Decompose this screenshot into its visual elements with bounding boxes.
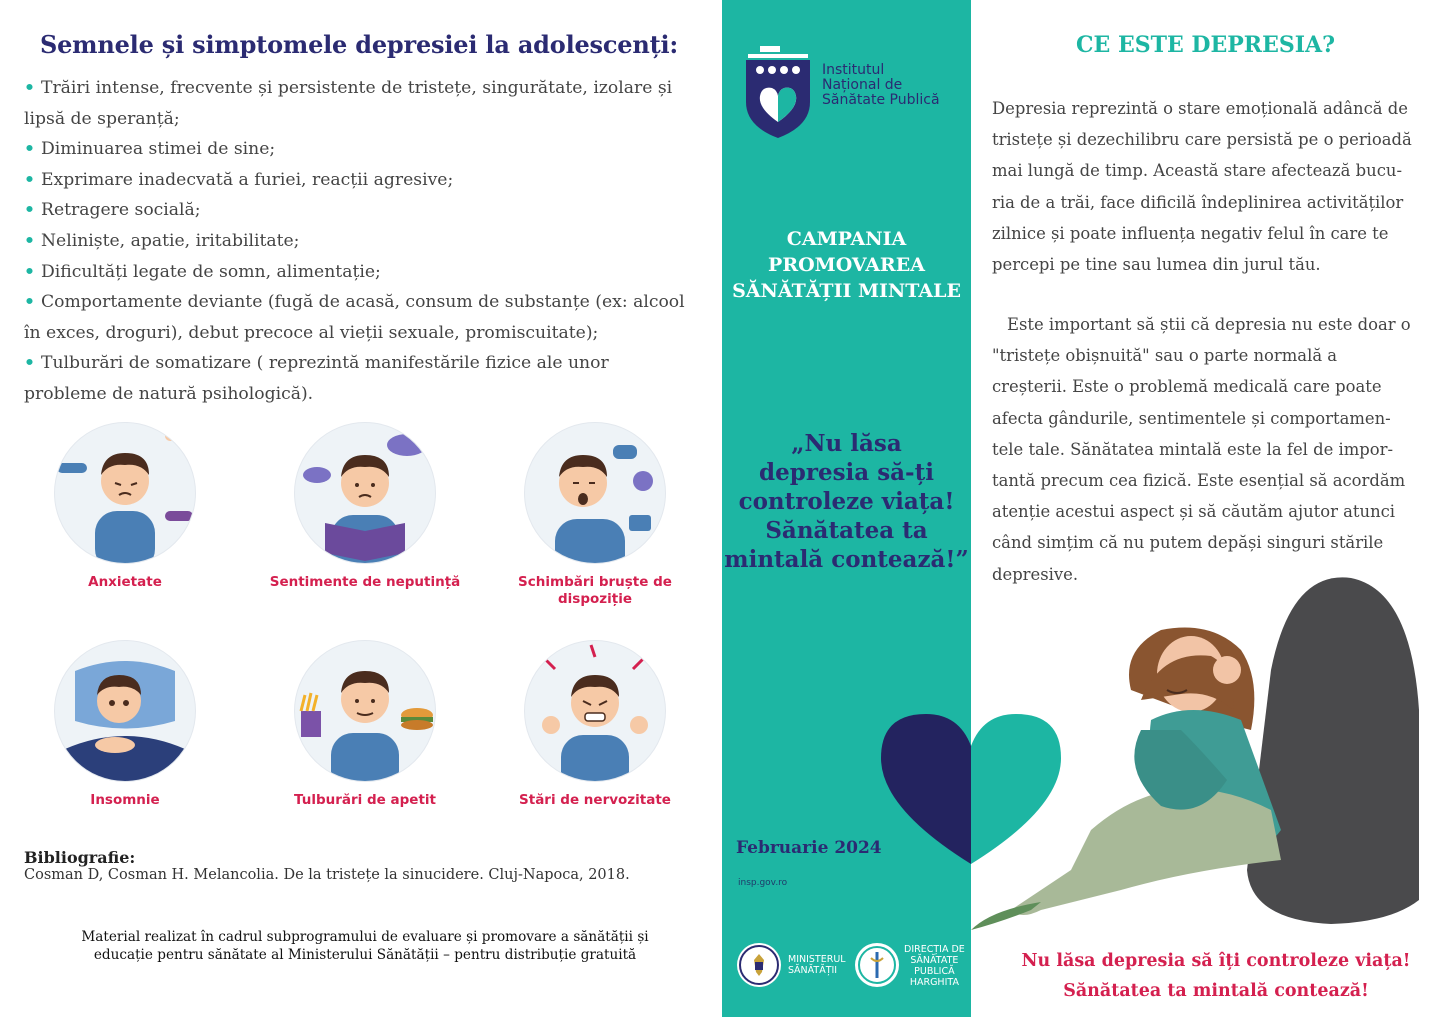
symptoms-title: Semnele și simptomele depresiei la adolescenți: [39, 30, 679, 59]
right-panel [971, 0, 1440, 1017]
bibliography [24, 848, 630, 883]
bullet-icon: • [24, 78, 35, 98]
material-note: Material realizat în cadrul subprogramului de evaluare și promovare a sănătății și educație pentru sănătate al Ministerului Sănătății – pentru distribuție gratuită [81, 929, 649, 963]
list-item: • Trăiri intense, frecvente și persistente de tristețe, singurătate, izolare și lipsă de speranță; [24, 78, 673, 129]
list-item: • Retragere socială; [24, 200, 201, 221]
icon-label: Sentimente de neputință [269, 574, 461, 590]
list-item: • Tulburări de somatizare ( reprezintă manifestările fizice ale unor probleme de natură psihologică). [24, 353, 609, 404]
mood-swings-icon [524, 422, 666, 564]
list-item: • Dificultăți legate de somn, alimentație; [24, 261, 381, 282]
government-seal-icon [736, 942, 782, 988]
insp-shield-icon [744, 46, 812, 140]
list-item: • Neliniște, apatie, iritabilitate; [24, 230, 300, 251]
symptom-card-mood-swings [490, 422, 700, 608]
insomnia-icon [54, 640, 196, 782]
icon-label: Schimbări bruște de dispoziție [518, 574, 672, 607]
campaign-date: Februarie 2024 [736, 838, 882, 858]
icon-label: Tulburări de apetit [294, 792, 436, 808]
closing-message: Nu lăsa depresia să îți controleze viața! Sănătatea ta mintală contează! [1021, 951, 1411, 1001]
dsp-seal-icon [854, 942, 900, 988]
ministry-label: MINISTERUL SĂNĂTĂȚII [788, 954, 846, 976]
what-is-depression-title: CE ESTE DEPRESIA? [1076, 32, 1335, 58]
bullet-icon: • [24, 200, 35, 221]
symptom-icons-grid [20, 422, 700, 822]
campaign-title: CAMPANIA PROMOVAREA SĂNĂTĂȚII MINTALE [732, 228, 961, 302]
appetite-icon [294, 640, 436, 782]
insp-logo-text: Institutul Național de Sănătate Publică [822, 62, 940, 108]
website-link[interactable]: insp.gov.ro [738, 878, 788, 888]
icon-label: Stări de nervozitate [519, 792, 671, 808]
symptom-card-helplessness [260, 422, 470, 591]
bullet-icon: • [24, 261, 35, 282]
symptom-card-insomnia [20, 640, 230, 809]
dsp-label: DIRECȚIA DE SĂNĂTATE PUBLICĂ HARGHITA [904, 944, 965, 988]
icon-label: Anxietate [88, 574, 162, 590]
insp-logo [744, 46, 964, 146]
campaign-quote: „Nu lăsa depresia să-ți controleze viața! Sănătatea ta mintală contează!” [724, 430, 969, 573]
list-item: • Diminuarea stimei de sine; [24, 139, 276, 160]
nervousness-icon [524, 640, 666, 782]
depression-definition: Depresia reprezintă o stare emoțională adâncă de tristețe și dezechilibru care persistă pe o perioadă mai lungă de timp. Această stare afectează bucu- ria de a trăi, face dificilă îndeplinirea activităților zilnice și poate influența negativ felul în care te percepi pe tine sau lumea din jurul tău. [992, 99, 1412, 275]
symptom-card-nervousness [490, 640, 700, 809]
bullet-icon: • [24, 230, 35, 251]
list-item: • Exprimare inadecvată a furiei, reacții agresive; [24, 169, 454, 190]
symptom-card-anxiety [20, 422, 230, 591]
bullet-icon: • [24, 353, 35, 374]
depression-importance: Este important să știi că depresia nu este doar o "tristețe obișnuită" sau o parte normală a creșterii. Este o problemă medicală care poate afecta gândurile, sentimentele și comportamen- tele tale. Sănătatea mintală este la fel de impor- tantă precum cea fizică. Este esențial să acordăm atenție acestui aspect și să căutăm ajutor atunci când simțim că nu putem depăși singuri stările depresive. [992, 315, 1411, 584]
bullet-icon: • [24, 169, 35, 190]
icon-label: Insomnie [90, 792, 160, 808]
symptom-card-appetite [260, 640, 470, 809]
bibliography-heading: Bibliografie: [24, 848, 136, 867]
symptoms-list [24, 73, 694, 410]
bibliography-text: Cosman D, Cosman H. Melancolia. De la tristețe la sinucidere. Cluj-Napoca, 2018. [24, 867, 630, 883]
partner-logos [732, 938, 972, 998]
list-item: • Comportamente deviante (fugă de acasă, consum de substanțe (ex: alcool în exces, droguri), debut precoce al vieții sexuale, promiscuitate); [24, 292, 685, 343]
anxiety-icon [54, 422, 196, 564]
bullet-icon: • [24, 139, 35, 160]
sad-woman-illustration [971, 570, 1431, 950]
helplessness-icon [294, 422, 436, 564]
bullet-icon: • [24, 292, 35, 313]
